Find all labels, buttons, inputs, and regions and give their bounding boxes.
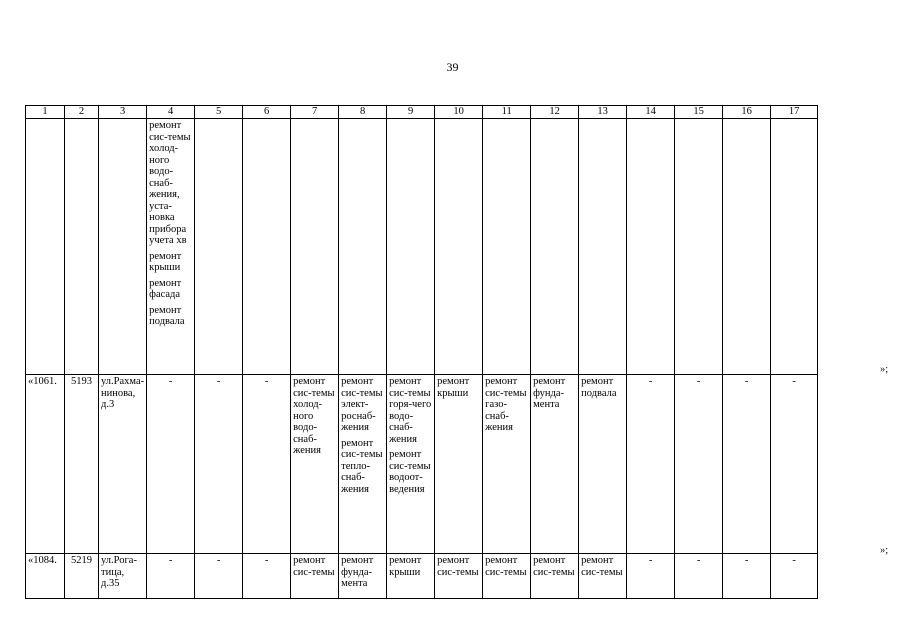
column-header: 7 bbox=[291, 106, 339, 119]
table-cell: - bbox=[675, 375, 723, 554]
work-cell: ремонт сис-темы bbox=[435, 554, 483, 599]
table-row bbox=[26, 554, 818, 599]
table-cell-works bbox=[147, 119, 195, 375]
column-header: 8 bbox=[339, 106, 387, 119]
work-cell: ремонт сис-темы bbox=[483, 554, 531, 599]
work-cell: ремонт фунда-мента bbox=[339, 554, 387, 599]
table-cell bbox=[99, 119, 147, 375]
column-header: 5 bbox=[195, 106, 243, 119]
table-cell: - bbox=[147, 554, 195, 599]
table-cell: - bbox=[723, 554, 771, 599]
table-cell bbox=[65, 119, 99, 375]
table-cell: - bbox=[627, 375, 675, 554]
work-item: ремонт сис-темы горя-чего водо-снаб-жения bbox=[389, 376, 432, 445]
column-header: 6 bbox=[243, 106, 291, 119]
work-cell: ремонт сис-темы bbox=[579, 554, 627, 599]
table-cell: - bbox=[195, 375, 243, 554]
table-cell bbox=[291, 119, 339, 375]
table-cell: - bbox=[675, 554, 723, 599]
column-header: 10 bbox=[435, 106, 483, 119]
column-header: 14 bbox=[627, 106, 675, 119]
work-item: ремонт сис-темы холод-ного водо-снаб-жения, уста-новка прибора учета хв bbox=[149, 120, 191, 246]
table-cell bbox=[723, 119, 771, 375]
address: ул.Рахма-нинова, д.3 bbox=[99, 375, 147, 554]
table-cell bbox=[435, 119, 483, 375]
column-header: 11 bbox=[483, 106, 531, 119]
table-cell bbox=[339, 119, 387, 375]
work-item: ремонт сис-темы водоот-ведения bbox=[389, 449, 431, 495]
work-cell: ремонт подвала bbox=[579, 375, 627, 554]
table-cell bbox=[627, 119, 675, 375]
work-cell bbox=[339, 375, 387, 554]
column-header: 17 bbox=[771, 106, 818, 119]
table-cell: - bbox=[771, 375, 818, 554]
row-number: «1084. bbox=[26, 554, 65, 599]
house-id: 5193 bbox=[65, 375, 99, 554]
table-cell bbox=[195, 119, 243, 375]
column-header: 2 bbox=[65, 106, 99, 119]
work-cell: ремонт сис-темы газо-снаб-жения bbox=[483, 375, 531, 554]
table-cell bbox=[531, 119, 579, 375]
row-number: «1061. bbox=[26, 375, 65, 554]
table-cell bbox=[483, 119, 531, 375]
work-cell: ремонт крыши bbox=[387, 554, 435, 599]
column-header: 15 bbox=[675, 106, 723, 119]
table-cell bbox=[387, 119, 435, 375]
work-cell: ремонт сис-темы холод-ного водо-снаб-жения bbox=[291, 375, 339, 554]
table-cell bbox=[579, 119, 627, 375]
table-header-row bbox=[26, 106, 818, 119]
work-cell: ремонт фунда-мента bbox=[531, 375, 579, 554]
column-header: 13 bbox=[579, 106, 627, 119]
table-cell: - bbox=[195, 554, 243, 599]
row-end-quote: »; bbox=[880, 545, 889, 556]
work-item: ремонт сис-темы тепло-снаб-жения bbox=[341, 437, 383, 495]
column-header: 9 bbox=[387, 106, 435, 119]
table-row bbox=[26, 375, 818, 554]
column-header: 12 bbox=[531, 106, 579, 119]
document-table bbox=[25, 105, 818, 599]
table-cell: - bbox=[771, 554, 818, 599]
work-item: ремонт сис-темы элект-роснаб-жения bbox=[341, 376, 383, 433]
work-cell: ремонт крыши bbox=[435, 375, 483, 554]
column-header: 4 bbox=[147, 106, 195, 119]
work-item: ремонт подвала bbox=[149, 304, 185, 327]
table-cell bbox=[675, 119, 723, 375]
table-cell: - bbox=[627, 554, 675, 599]
work-item: ремонт крыши bbox=[149, 250, 182, 273]
table-row bbox=[26, 119, 818, 375]
work-cell bbox=[387, 375, 435, 554]
row-end-quote: »; bbox=[880, 364, 889, 375]
column-header: 1 bbox=[26, 106, 65, 119]
page-number: 39 bbox=[446, 60, 459, 74]
house-id: 5219 bbox=[65, 554, 99, 599]
table-cell bbox=[243, 119, 291, 375]
table-cell: - bbox=[243, 375, 291, 554]
address: ул.Рога-тица, д.35 bbox=[99, 554, 147, 599]
column-header: 3 bbox=[99, 106, 147, 119]
table-cell: - bbox=[243, 554, 291, 599]
table-cell bbox=[771, 119, 818, 375]
column-header: 16 bbox=[723, 106, 771, 119]
table-cell: - bbox=[147, 375, 195, 554]
table-cell: - bbox=[723, 375, 771, 554]
work-item: ремонт фасада bbox=[149, 277, 182, 300]
table-cell bbox=[26, 119, 65, 375]
work-cell: ремонт сис-темы bbox=[291, 554, 339, 599]
work-cell: ремонт сис-темы bbox=[531, 554, 579, 599]
